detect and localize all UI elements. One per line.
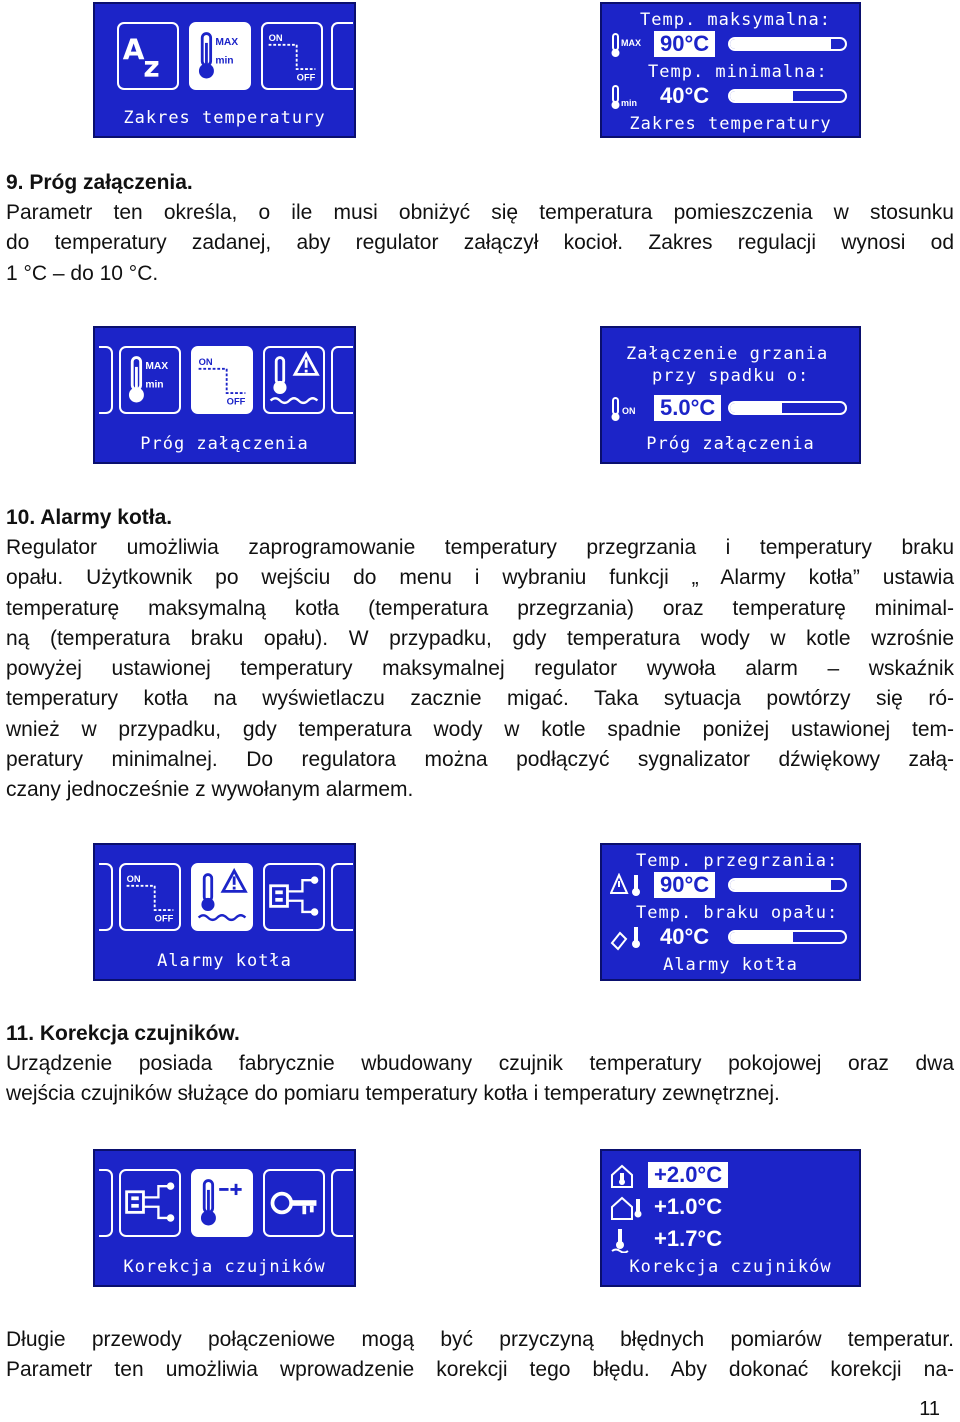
- boiler-correction-value[interactable]: +1.0°C: [654, 1194, 723, 1219]
- onoff-icon: [261, 22, 323, 90]
- svg-text:ON: ON: [622, 406, 636, 416]
- onoff-icon: [119, 863, 181, 931]
- key-icon: [263, 1169, 325, 1237]
- svg-text:MAX: MAX: [145, 360, 169, 372]
- text-line: temperatury kotła na wyświetlaczu zacznie migać. Taka sytuacja powtórzy się ró-: [6, 687, 954, 711]
- outdoor-thermometer-icon: [610, 1227, 648, 1253]
- sensors-icon: [119, 1169, 181, 1237]
- section-heading-9: 9. Próg załączenia.: [6, 171, 193, 194]
- thermometer-plus-minus-icon: [191, 1169, 253, 1237]
- thermometer-max-icon: [610, 32, 648, 58]
- text-line: Długie przewody połączeniowe mogą być przyczyną błędnych pomiarów temperatur.: [6, 1328, 954, 1351]
- text-line: 1 °C – do 10 °C.: [6, 261, 159, 285]
- overheat-value[interactable]: 90°C: [654, 872, 715, 898]
- no-fuel-bar: [728, 930, 847, 944]
- screen-caption: Próg załączenia: [646, 434, 815, 454]
- text-line: Regulator umożliwia zaprogramowanie temperatury przegrzania i temperatury braku: [6, 536, 954, 559]
- value-row-room: [610, 1161, 851, 1191]
- text-line: wejścia czujników służące do pomiaru temperatury kotła i temperatury zewnętrznej.: [6, 1082, 780, 1106]
- house-outline-thermometer-icon: [610, 1195, 648, 1221]
- screen-caption: Zakres temperatury: [123, 108, 326, 128]
- bar-fill: [730, 403, 782, 413]
- thermometer-on-icon: [610, 396, 648, 422]
- onoff-icon: [191, 346, 253, 414]
- text-line: powyżej ustawionej temperatury maksymalnej regulator wywoła alarm – wskaźnik: [6, 657, 954, 681]
- thermometer-maxmin-icon: [189, 22, 251, 90]
- temp-max-bar: [728, 37, 847, 51]
- room-correction-value[interactable]: +2.0°C: [648, 1162, 728, 1188]
- svg-text:MAX: MAX: [215, 36, 239, 48]
- lcd-value-korekcja-czujnikow: [600, 1149, 861, 1287]
- no-fuel-value[interactable]: 40°C: [660, 924, 710, 949]
- partial-tile: [99, 1169, 113, 1237]
- screen-caption: Zakres temperatury: [629, 114, 832, 134]
- lcd-menu-alarmy-kotla: [93, 843, 356, 981]
- no-fuel-thermometer-icon: [610, 925, 648, 951]
- threshold-bar: [728, 401, 847, 415]
- label-temp-min: Temp. minimalna:: [648, 62, 828, 82]
- house-thermometer-icon: [610, 1163, 648, 1189]
- sensors-icon: [263, 863, 325, 931]
- svg-text:min: min: [145, 379, 164, 391]
- outdoor-correction-value[interactable]: +1.7°C: [654, 1226, 723, 1251]
- bar-fill: [730, 91, 793, 101]
- screen-caption: Alarmy kotła: [663, 955, 798, 975]
- value-row-threshold: [610, 394, 851, 424]
- temp-max-value[interactable]: 90°C: [654, 31, 715, 57]
- lcd-value-alarmy-kotla: [600, 843, 861, 981]
- bottom-paragraph: [6, 1325, 954, 1386]
- lcd-value-prog-zalaczenia: [600, 326, 861, 464]
- text-line: Parametr ten umożliwia wprowadzenie korekcji tego błędu. Aby dokonać korekcji na-: [6, 1358, 954, 1382]
- partial-tile: [99, 346, 113, 414]
- value-row-no-fuel: [610, 923, 851, 953]
- partial-tile: [331, 22, 353, 90]
- overheat-bar: [728, 878, 847, 892]
- svg-text:min: min: [621, 98, 638, 108]
- lcd-value-zakres-temperatury: [600, 2, 861, 138]
- thermometer-min-icon: [610, 84, 648, 110]
- screen-caption: Próg załączenia: [140, 434, 309, 454]
- partial-tile: [331, 1169, 353, 1237]
- label-line-2: przy spadku o:: [652, 366, 810, 386]
- text-line: Parametr ten określa, o ile musi obniżyć się temperatura pomieszczenia w stosunku: [6, 201, 954, 224]
- boiler-alarm-icon: [191, 863, 253, 931]
- warning-thermometer-icon: [610, 873, 648, 899]
- section-body-11: [6, 1049, 954, 1110]
- alphabet-icon: [117, 22, 179, 90]
- partial-tile: [331, 863, 353, 931]
- text-line: peratury minimalnej. Do regulatora można podłączyć sygnalizator dźwiękowy załą-: [6, 748, 954, 772]
- value-row-boiler: [610, 1193, 851, 1223]
- section-heading-10: 10. Alarmy kotła.: [6, 506, 173, 529]
- partial-tile: [99, 863, 113, 931]
- section-heading-11: 11. Korekcja czujników.: [6, 1022, 240, 1045]
- bar-fill: [730, 932, 793, 942]
- svg-text:MAX: MAX: [621, 38, 641, 48]
- text-line: Urządzenie posiada fabrycznie wbudowany czujnik temperatury pokojowej oraz dwa: [6, 1052, 954, 1075]
- thermometer-maxmin-icon: [119, 346, 181, 414]
- bar-fill: [730, 39, 831, 49]
- lcd-menu-zakres-temperatury: [93, 2, 356, 138]
- section-body-9: [6, 198, 954, 289]
- temp-min-bar: [728, 89, 847, 103]
- text-line: czany jednocześnie z wywołanym alarmem.: [6, 778, 414, 802]
- threshold-value[interactable]: 5.0°C: [654, 395, 721, 421]
- boiler-alarm-icon: [263, 346, 325, 414]
- lcd-menu-prog-zalaczenia: [93, 326, 356, 464]
- screen-caption: Korekcja czujników: [123, 1257, 326, 1277]
- text-line: opału. Użytkownik po wejściu do menu i wybraniu funkcji „ Alarmy kotła” ustawia: [6, 566, 954, 590]
- label-overheat: Temp. przegrzania:: [636, 851, 839, 871]
- text-line: do temperatury zadanej, aby regulator załączył kocioł. Zakres regulacji wynosi od: [6, 231, 954, 255]
- lcd-menu-korekcja-czujnikow: [93, 1149, 356, 1287]
- label-no-fuel: Temp. braku opału:: [636, 903, 839, 923]
- temp-min-value[interactable]: 40°C: [660, 83, 710, 108]
- text-line: ną (temperatura braku opału). W przypadku, gdy temperatura wody w kotle wzrośnie: [6, 626, 954, 650]
- page-number: 11: [919, 1398, 940, 1420]
- value-row-overheat: [610, 871, 851, 901]
- svg-text:min: min: [215, 55, 234, 67]
- label-line-1: Załączenie grzania: [626, 344, 829, 364]
- bar-fill: [730, 880, 831, 890]
- text-line: temperaturę maksymalną kotła (temperatura przegrzania) oraz temperaturę minimal-: [6, 596, 954, 620]
- text-line: wnież w przypadku, gdy temperatura wody w kotle spadnie poniżej ustawionej tem-: [6, 717, 954, 741]
- value-row-outdoor: [610, 1225, 851, 1255]
- screen-caption: Alarmy kotła: [157, 951, 292, 971]
- value-row-max: [610, 30, 851, 60]
- section-body-10: [6, 533, 954, 806]
- partial-tile: [331, 346, 353, 414]
- value-row-min: [610, 82, 851, 112]
- label-temp-max: Temp. maksymalna:: [640, 10, 831, 30]
- screen-caption: Korekcja czujników: [629, 1257, 832, 1277]
